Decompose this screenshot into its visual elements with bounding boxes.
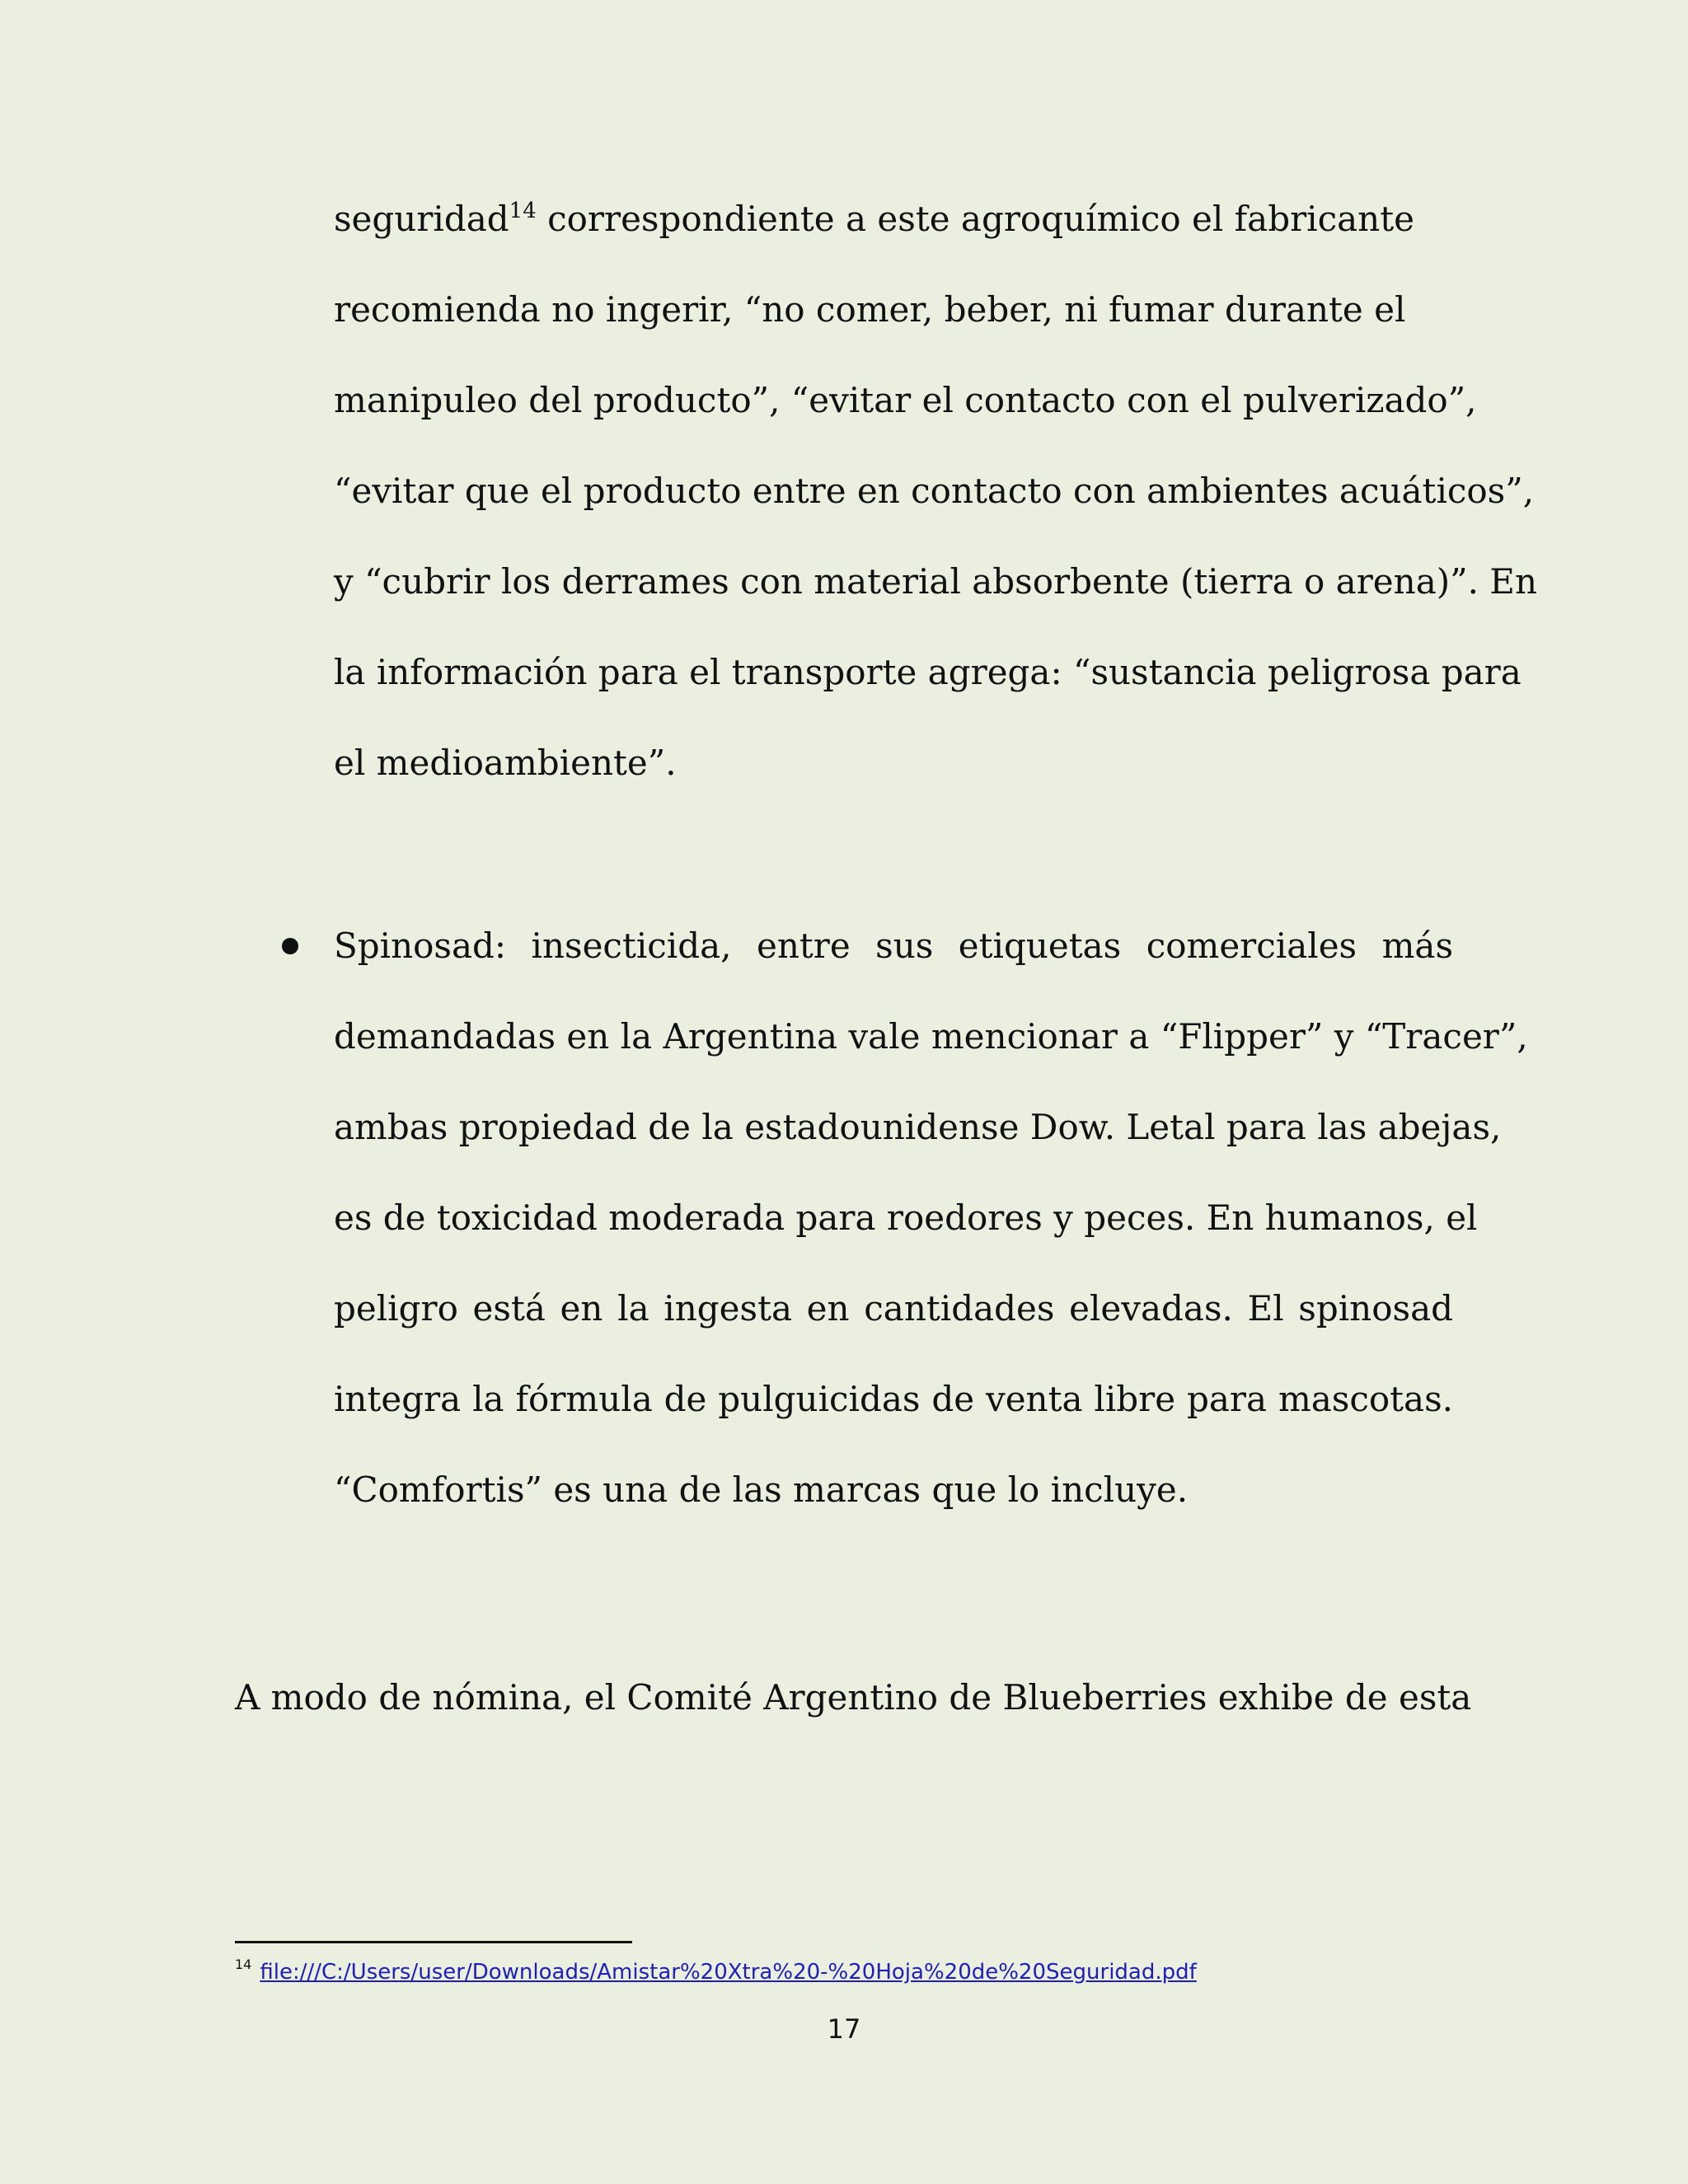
footnote-reference[interactable]: 14 (509, 199, 537, 223)
paragraph-text: correspondiente a este agroquímico el fabricante (536, 199, 1414, 239)
footnote-number: 14 (235, 1957, 252, 1972)
paragraph-line: el medioambiente”. (334, 743, 677, 783)
paragraph-line (334, 194, 1414, 244)
bullet-line: es de toxicidad moderada para roedores y peces. En humanos, el (334, 1197, 1478, 1238)
bullet-line: “Comfortis” es una de las marcas que lo incluye. (334, 1469, 1189, 1510)
page-number: 17 (827, 2013, 861, 2045)
bullet-icon (282, 938, 298, 954)
bullet-line: Spinosad: insecticida, entre sus etiquetas comerciales más (334, 926, 1453, 966)
paragraph-line: y “cubrir los derrames con material absorbente (tierra o arena)”. En (334, 561, 1538, 602)
footnote-link[interactable]: file:///C:/Users/user/Downloads/Amistar%20Xtra%20-%20Hoja%20de%20Seguridad.pdf (260, 1960, 1197, 1985)
bullet-line: demandadas en la Argentina vale mencionar a “Flipper” y “Tracer”, (334, 1016, 1528, 1057)
paragraph-line: “evitar que el producto entre en contacto con ambientes acuáticos”, (334, 471, 1535, 511)
bullet-line: ambas propiedad de la estadounidense Dow. Letal para las abejas, (334, 1107, 1502, 1147)
paragraph-line: recomienda no ingerir, “no comer, beber, ni fumar durante el (334, 289, 1406, 330)
bullet-line: integra la fórmula de pulguicidas de venta libre para mascotas. (334, 1379, 1453, 1419)
paragraph-line: A modo de nómina, el Comité Argentino de Blueberries exhibe de esta (235, 1677, 1472, 1718)
footnote-separator (235, 1941, 632, 1943)
footnote (235, 1956, 1197, 1989)
paragraph-line: la información para el transporte agrega: “sustancia peligrosa para (334, 652, 1522, 692)
bullet-line: peligro está en la ingesta en cantidades elevadas. El spinosad (334, 1288, 1453, 1329)
paragraph-text: seguridad (334, 199, 509, 239)
paragraph-line: manipuleo del producto”, “evitar el contacto con el pulverizado”, (334, 380, 1477, 420)
